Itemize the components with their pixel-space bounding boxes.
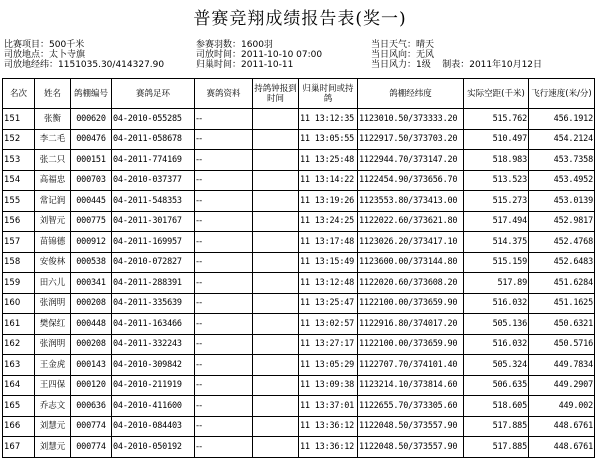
cell-distance: 505.136: [464, 314, 529, 335]
header-pigeon-info: 赛鸽资料: [195, 79, 253, 109]
cell-rank: 166: [3, 416, 35, 437]
cell-loft-id: 000620: [71, 109, 112, 130]
cell-rank: 162: [3, 334, 35, 355]
cell-name: 王四保: [35, 375, 71, 396]
header-ring: 赛鸽足环: [112, 79, 195, 109]
cell-speed: 451.1625: [529, 293, 595, 314]
cell-clock-time: [253, 252, 299, 273]
cell-clock-time: [253, 191, 299, 212]
cell-speed: 450.6321: [529, 314, 595, 335]
location-label: 司放地点：: [4, 50, 50, 60]
cell-pigeon-info: --: [195, 252, 253, 273]
cell-name: 刘智元: [35, 211, 71, 232]
cell-ring: 04-2011-058678: [112, 129, 195, 150]
cell-rank: 157: [3, 232, 35, 253]
cell-speed: 452.9817: [529, 211, 595, 232]
header-distance: 实际空距(千米): [464, 79, 529, 109]
cell-coords: 1122100.00/373659.90: [358, 334, 464, 355]
cell-arrival: 11 13:24:25: [299, 211, 358, 232]
release-label: 司放时间：: [196, 50, 242, 60]
header-speed: 飞行速度(米/分): [529, 79, 595, 109]
header-rank: 名次: [3, 79, 35, 109]
cell-arrival: 11 13:25:48: [299, 150, 358, 171]
table-row: [3, 232, 595, 253]
cell-clock-time: [253, 170, 299, 191]
cell-arrival: 11 13:09:38: [299, 375, 358, 396]
cell-name: 张润明: [35, 334, 71, 355]
cell-arrival: 11 13:15:49: [299, 252, 358, 273]
meta-right: [371, 40, 542, 70]
cell-coords: 1122707.70/374101.40: [358, 355, 464, 376]
cell-distance: 517.494: [464, 211, 529, 232]
cell-distance: 515.273: [464, 191, 529, 212]
cell-name: 刘慧元: [35, 416, 71, 437]
cell-ring: 04-2011-332243: [112, 334, 195, 355]
cell-loft-id: 000120: [71, 375, 112, 396]
results-table: [2, 78, 595, 458]
wind-dir-label: 当日风向：: [371, 50, 417, 60]
cell-name: 安俊林: [35, 252, 71, 273]
cell-speed: 451.6284: [529, 273, 595, 294]
cell-pigeon-info: --: [195, 293, 253, 314]
cell-rank: 164: [3, 375, 35, 396]
cell-pigeon-info: --: [195, 334, 253, 355]
cell-distance: 514.375: [464, 232, 529, 253]
cell-pigeon-info: --: [195, 396, 253, 417]
cell-loft-id: 000538: [71, 252, 112, 273]
cell-rank: 153: [3, 150, 35, 171]
cell-rank: 165: [3, 396, 35, 417]
cell-loft-id: 000143: [71, 355, 112, 376]
event-label: 比赛项目：: [4, 40, 50, 50]
cell-speed: 448.6761: [529, 416, 595, 437]
cell-speed: 453.7358: [529, 150, 595, 171]
cell-pigeon-info: --: [195, 150, 253, 171]
cell-arrival: 11 13:02:57: [299, 314, 358, 335]
cell-name: 张润明: [35, 293, 71, 314]
cell-coords: 1122917.50/373703.20: [358, 129, 464, 150]
cell-speed: 456.1912: [529, 109, 595, 130]
cell-clock-time: [253, 150, 299, 171]
event-value: 500千米: [49, 40, 85, 50]
coords-value: 1151035.30/414327.90: [58, 60, 165, 70]
weather-value: 晴天: [416, 40, 435, 50]
cell-clock-time: [253, 232, 299, 253]
return-label: 归巢时间：: [196, 60, 242, 70]
cell-coords: 1122048.50/373557.90: [358, 437, 464, 458]
cell-name: 樊保红: [35, 314, 71, 335]
cell-coords: 1122454.90/373656.70: [358, 170, 464, 191]
cell-coords: 1122022.60/373621.80: [358, 211, 464, 232]
cell-clock-time: [253, 129, 299, 150]
cell-loft-id: 000448: [71, 314, 112, 335]
cell-loft-id: 000341: [71, 273, 112, 294]
cell-coords: 1122048.50/373557.90: [358, 416, 464, 437]
cell-arrival: 11 13:27:17: [299, 334, 358, 355]
cell-coords: 1123010.50/373333.20: [358, 109, 464, 130]
cell-ring: 04-2011-548353: [112, 191, 195, 212]
cell-distance: 518.605: [464, 396, 529, 417]
header-loft-id: 鸽棚编号: [71, 79, 112, 109]
cell-ring: 04-2011-335639: [112, 293, 195, 314]
cell-speed: 454.2124: [529, 129, 595, 150]
cell-speed: 452.6483: [529, 252, 595, 273]
header-name: 姓名: [35, 79, 71, 109]
cell-coords: 1122020.60/373608.20: [358, 273, 464, 294]
cell-loft-id: 000208: [71, 334, 112, 355]
cell-rank: 167: [3, 437, 35, 458]
cell-rank: 159: [3, 273, 35, 294]
cell-pigeon-info: --: [195, 375, 253, 396]
cell-ring: 04-2010-050192: [112, 437, 195, 458]
cell-clock-time: [253, 334, 299, 355]
return-value: 2011-10-11: [241, 60, 294, 70]
cell-loft-id: 000775: [71, 211, 112, 232]
cell-distance: 510.497: [464, 129, 529, 150]
report-title: 普赛竞翔成绩报告表(奖一): [193, 9, 407, 29]
meta-middle: [196, 40, 322, 70]
table-row: [3, 293, 595, 314]
cell-speed: 449.7834: [529, 355, 595, 376]
cell-name: 张衡: [35, 109, 71, 130]
cell-rank: 154: [3, 170, 35, 191]
cell-loft-id: 000774: [71, 416, 112, 437]
cell-distance: 505.324: [464, 355, 529, 376]
cell-speed: 450.5716: [529, 334, 595, 355]
cell-pigeon-info: --: [195, 191, 253, 212]
cell-pigeon-info: --: [195, 273, 253, 294]
cell-pigeon-info: --: [195, 211, 253, 232]
coords-label: 司放地经纬：: [4, 60, 59, 70]
cell-distance: 517.89: [464, 273, 529, 294]
cell-ring: 04-2010-309842: [112, 355, 195, 376]
cell-arrival: 11 13:25:47: [299, 293, 358, 314]
cell-loft-id: 000151: [71, 150, 112, 171]
cell-clock-time: [253, 273, 299, 294]
cell-name: 王金虎: [35, 355, 71, 376]
made-date: 2011年10月12日: [469, 60, 543, 70]
cell-arrival: 11 13:12:48: [299, 273, 358, 294]
cell-pigeon-info: --: [195, 437, 253, 458]
table-row: [3, 375, 595, 396]
cell-rank: 151: [3, 109, 35, 130]
cell-loft-id: 000912: [71, 232, 112, 253]
cell-clock-time: [253, 314, 299, 335]
cell-speed: 453.4952: [529, 170, 595, 191]
cell-pigeon-info: --: [195, 355, 253, 376]
cell-loft-id: 000774: [71, 437, 112, 458]
table-row: [3, 109, 595, 130]
cell-arrival: 11 13:05:29: [299, 355, 358, 376]
cell-clock-time: [253, 396, 299, 417]
cell-rank: 155: [3, 191, 35, 212]
weather-label: 当日天气：: [371, 40, 417, 50]
table-row: [3, 334, 595, 355]
cell-distance: 516.032: [464, 293, 529, 314]
cell-clock-time: [253, 355, 299, 376]
release-value: 2011-10-10 07:00: [241, 50, 323, 60]
cell-rank: 161: [3, 314, 35, 335]
cell-name: 常记润: [35, 191, 71, 212]
cell-rank: 160: [3, 293, 35, 314]
cell-rank: 163: [3, 355, 35, 376]
cell-rank: 152: [3, 129, 35, 150]
cell-clock-time: [253, 416, 299, 437]
cell-distance: 513.523: [464, 170, 529, 191]
cell-ring: 04-2010-411600: [112, 396, 195, 417]
cell-name: 田六儿: [35, 273, 71, 294]
table-row: [3, 252, 595, 273]
cell-distance: 515.159: [464, 252, 529, 273]
table-row: [3, 191, 595, 212]
cell-pigeon-info: --: [195, 416, 253, 437]
cell-ring: 04-2010-037377: [112, 170, 195, 191]
cell-ring: 04-2011-774169: [112, 150, 195, 171]
meta-left: [4, 40, 164, 70]
cell-pigeon-info: --: [195, 314, 253, 335]
header-row: [3, 79, 595, 109]
table-row: [3, 416, 595, 437]
cell-rank: 156: [3, 211, 35, 232]
header-arrival: 归巢时间或持鸽: [299, 79, 358, 109]
cell-speed: 453.0139: [529, 191, 595, 212]
cell-pigeon-info: --: [195, 232, 253, 253]
cell-arrival: 11 13:37:01: [299, 396, 358, 417]
cell-distance: 516.032: [464, 334, 529, 355]
cell-loft-id: 000703: [71, 170, 112, 191]
cell-arrival: 11 13:14:22: [299, 170, 358, 191]
table-row: [3, 211, 595, 232]
cell-clock-time: [253, 293, 299, 314]
cell-clock-time: [253, 375, 299, 396]
cell-coords: 1123600.00/373144.80: [358, 252, 464, 273]
cell-coords: 1122655.70/373305.60: [358, 396, 464, 417]
table-row: [3, 170, 595, 191]
cell-distance: 517.885: [464, 437, 529, 458]
table-row: [3, 129, 595, 150]
cell-coords: 1122916.80/374017.20: [358, 314, 464, 335]
table-row: [3, 273, 595, 294]
cell-speed: 449.002: [529, 396, 595, 417]
cell-distance: 506.635: [464, 375, 529, 396]
cell-ring: 04-2010-055285: [112, 109, 195, 130]
cell-coords: 1122100.00/373659.90: [358, 293, 464, 314]
table-row: [3, 314, 595, 335]
cell-distance: 517.885: [464, 416, 529, 437]
cell-ring: 04-2011-163466: [112, 314, 195, 335]
cell-distance: 518.983: [464, 150, 529, 171]
cell-rank: 158: [3, 252, 35, 273]
cell-name: 李二毛: [35, 129, 71, 150]
cell-coords: 1122944.70/373147.20: [358, 150, 464, 171]
wind-dir-value: 无风: [416, 50, 435, 60]
cell-coords: 1123026.20/373417.10: [358, 232, 464, 253]
cell-speed: 449.2907: [529, 375, 595, 396]
cell-speed: 452.4768: [529, 232, 595, 253]
table-row: [3, 437, 595, 458]
count-value: 1600羽: [241, 40, 273, 50]
cell-coords: 1123553.80/373413.00: [358, 191, 464, 212]
cell-clock-time: [253, 437, 299, 458]
cell-loft-id: 000208: [71, 293, 112, 314]
cell-distance: 515.762: [464, 109, 529, 130]
cell-loft-id: 000445: [71, 191, 112, 212]
cell-name: 刘慧元: [35, 437, 71, 458]
cell-arrival: 11 13:05:55: [299, 129, 358, 150]
cell-ring: 04-2010-072827: [112, 252, 195, 273]
header-coords: 鸽棚经纬度: [358, 79, 464, 109]
cell-ring: 04-2011-301767: [112, 211, 195, 232]
cell-clock-time: [253, 109, 299, 130]
cell-loft-id: 000476: [71, 129, 112, 150]
cell-arrival: 11 13:12:35: [299, 109, 358, 130]
cell-name: 苗锦德: [35, 232, 71, 253]
cell-loft-id: 000636: [71, 396, 112, 417]
cell-ring: 04-2011-169957: [112, 232, 195, 253]
cell-ring: 04-2010-211919: [112, 375, 195, 396]
cell-name: 乔志文: [35, 396, 71, 417]
made-label: 制表：: [442, 60, 470, 70]
cell-pigeon-info: --: [195, 109, 253, 130]
cell-pigeon-info: --: [195, 170, 253, 191]
cell-ring: 04-2010-084403: [112, 416, 195, 437]
cell-name: 张二只: [35, 150, 71, 171]
cell-speed: 448.6761: [529, 437, 595, 458]
wind-force-value: 1级: [416, 60, 431, 70]
cell-pigeon-info: --: [195, 129, 253, 150]
cell-arrival: 11 13:19:26: [299, 191, 358, 212]
count-label: 参赛羽数：: [196, 40, 242, 50]
cell-arrival: 11 13:36:12: [299, 416, 358, 437]
header-clock-time: 持鸽钟报到时间: [253, 79, 299, 109]
table-row: [3, 150, 595, 171]
cell-arrival: 11 13:36:12: [299, 437, 358, 458]
location-value: 太卜寺旗: [49, 50, 86, 60]
cell-name: 高福忠: [35, 170, 71, 191]
cell-clock-time: [253, 211, 299, 232]
cell-arrival: 11 13:17:48: [299, 232, 358, 253]
wind-force-label: 当日风力：: [371, 60, 417, 70]
cell-ring: 04-2011-288391: [112, 273, 195, 294]
table-row: [3, 396, 595, 417]
cell-coords: 1123214.10/373814.60: [358, 375, 464, 396]
table-row: [3, 355, 595, 376]
